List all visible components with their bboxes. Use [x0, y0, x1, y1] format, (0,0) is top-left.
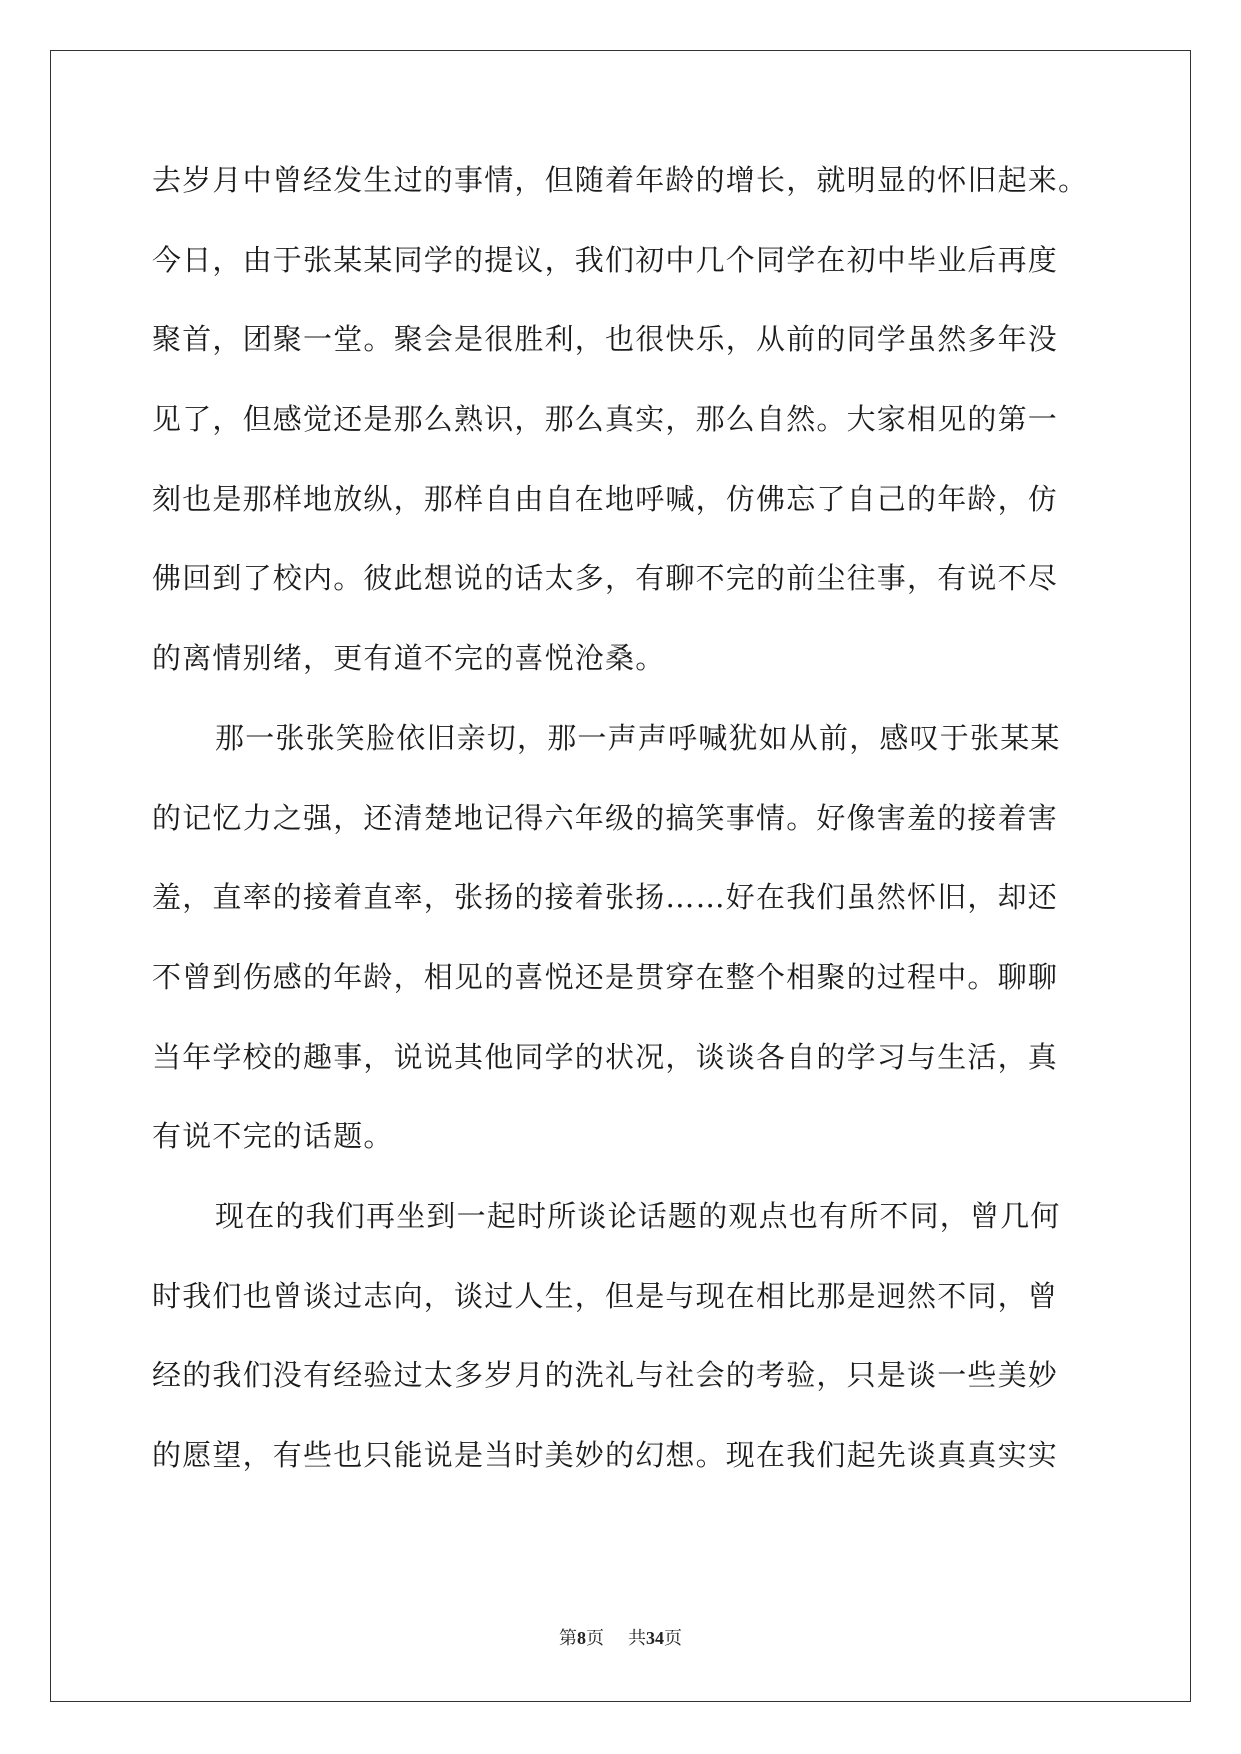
text-line-11: 不曾到伤感的年龄，相见的喜悦还是贯穿在整个相聚的过程中。聊聊: [152, 959, 1059, 994]
text-line-14: 现在的我们再坐到一起时所谈论话题的观点也有所不同，曾几何: [215, 1198, 1061, 1233]
total-prefix: 共: [628, 1628, 646, 1648]
text-line-6: 佛回到了校内。彼此想说的话太多，有聊不完的前尘往事，有说不尽: [152, 561, 1059, 596]
text-line-10: 羞，直率的接着直率，张扬的接着张扬……好在我们虽然怀旧，却还: [152, 880, 1059, 915]
total-pages: 34: [646, 1628, 664, 1648]
text-line-2: 今日，由于张某某同学的提议，我们初中几个同学在初中毕业后再度: [152, 242, 1059, 277]
text-line-3: 聚首，团聚一堂。聚会是很胜利，也很快乐，从前的同学虽然多年没: [152, 322, 1059, 357]
text-line-4: 见了，但感觉还是那么熟识，那么真实，那么自然。大家相见的第一: [152, 402, 1059, 437]
page-footer: [0, 1624, 1241, 1650]
text-line-5: 刻也是那样地放纵，那样自由自在地呼喊，仿佛忘了自己的年龄，仿: [152, 481, 1059, 516]
text-line-9: 的记忆力之强，还清楚地记得六年级的搞笑事情。好像害羞的接着害: [152, 800, 1059, 835]
text-line-16: 经的我们没有经验过太多岁月的洗礼与社会的考验，只是谈一些美妙: [152, 1358, 1059, 1393]
page-suffix: 页: [586, 1628, 604, 1648]
document-body: [152, 160, 1092, 1515]
total-suffix: 页: [664, 1628, 682, 1648]
page-prefix: 第: [559, 1628, 577, 1648]
text-line-8: 那一张张笑脸依旧亲切，那一声声呼喊犹如从前，感叹于张某某: [215, 720, 1061, 755]
text-line-17: 的愿望，有些也只能说是当时美妙的幻想。现在我们起先谈真真实实: [152, 1438, 1059, 1472]
text-line-12: 当年学校的趣事，说说其他同学的状况，谈谈各自的学习与生活，真: [152, 1039, 1059, 1074]
text-line-7: 的离情别绪，更有道不完的喜悦沧桑。: [152, 641, 666, 676]
page-number: 8: [577, 1628, 586, 1648]
text-line-15: 时我们也曾谈过志向，谈过人生，但是与现在相比那是迥然不同，曾: [152, 1278, 1059, 1313]
text-line-1: 去岁月中曾经发生过的事情，但随着年龄的增长，就明显的怀旧起来。: [152, 163, 1089, 197]
text-line-13: 有说不完的话题。: [152, 1119, 394, 1154]
